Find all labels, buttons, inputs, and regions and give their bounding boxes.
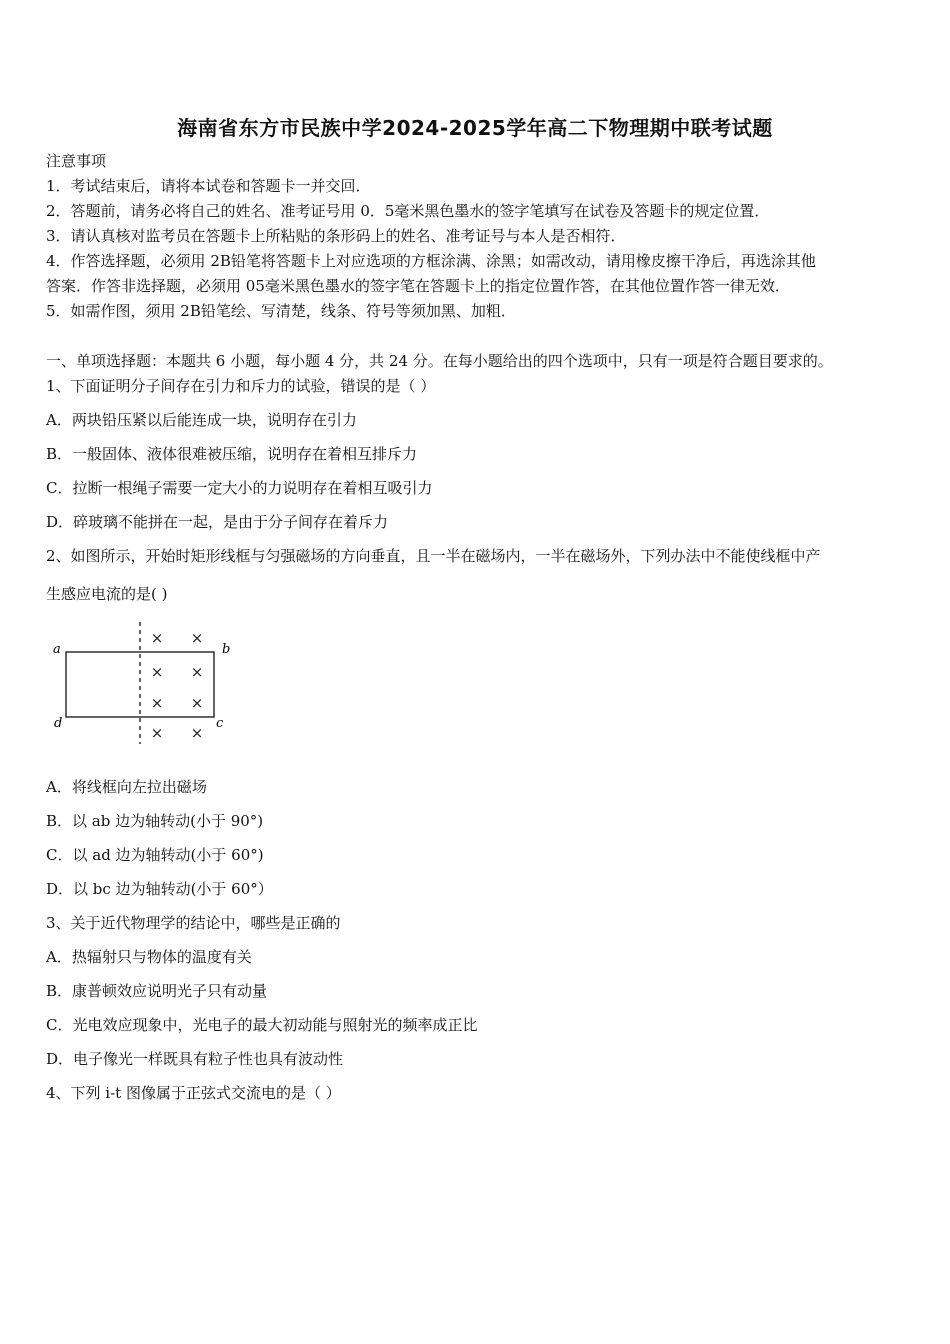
field-mark: × — [190, 629, 204, 647]
field-mark: × — [150, 724, 164, 742]
question-3-option-c: C．光电效应现象中，光电子的最大初动能与照射光的频率成正比 — [46, 1016, 478, 1034]
label-c: c — [216, 716, 224, 731]
question-1-option-c: C．拉断一根绳子需要一定大小的力说明存在着相互吸引力 — [46, 479, 433, 497]
question-1-stem: 1、下面证明分子间存在引力和斥力的试验，错误的是（ ） — [46, 377, 436, 395]
page-title: 海南省东方市民族中学2024-2025学年高二下物理期中联考试题 — [177, 116, 773, 140]
question-4-stem: 4、下列 i-t 图像属于正弦式交流电的是（ ） — [46, 1084, 341, 1102]
question-2-option-c: C．以 ad 边为轴转动(小于 60°) — [46, 846, 264, 864]
notice-item: 4．作答选择题，必须用 2B铅笔将答题卡上对应选项的方框涂满、涂黑；如需改动，请用橡皮擦干净后，再选涂其他 — [46, 252, 816, 270]
question-3-option-a: A．热辐射只与物体的温度有关 — [46, 948, 252, 966]
notice-heading: 注意事项 — [46, 152, 107, 170]
question-1-option-a: A．两块铅压紧以后能连成一块，说明存在引力 — [46, 411, 357, 429]
notice-item: 3．请认真核对监考员在答题卡上所粘贴的条形码上的姓名、准考证号与本人是否相符． — [46, 227, 626, 245]
field-mark: × — [150, 663, 164, 681]
notice-item: 5．如需作图，须用 2B铅笔绘、写清楚，线条、符号等须加黑、加粗． — [46, 302, 516, 320]
field-mark: × — [150, 629, 164, 647]
magnetic-field-diagram — [46, 620, 236, 746]
question-2-stem: 2、如图所示，开始时矩形线框与匀强磁场的方向垂直，且一半在磁场内，一半在磁场外，下列办法中不能使线框中产 — [46, 547, 821, 565]
question-2-option-b: B．以 ab 边为轴转动(小于 90°) — [46, 812, 264, 830]
field-mark: × — [150, 694, 164, 712]
question-2-stem-cont: 生感应电流的是( ) — [46, 585, 168, 603]
label-d: d — [54, 716, 63, 731]
question-3-stem: 3、关于近代物理学的结论中，哪些是正确的 — [46, 914, 341, 932]
question-2-option-a: A．将线框向左拉出磁场 — [46, 778, 207, 796]
label-a: a — [53, 642, 61, 657]
question-1-option-b: B．一般固体、液体很难被压缩，说明存在着相互排斥力 — [46, 445, 418, 463]
question-3-option-d: D．电子像光一样既具有粒子性也具有波动性 — [46, 1050, 344, 1068]
notice-item: 答案．作答非选择题，必须用 05毫米黑色墨水的签字笔在答题卡上的指定位置作答，在其他位置作答一律无效． — [46, 277, 790, 295]
notice-item: 2．答题前，请务必将自己的姓名、准考证号用 0．5毫米黑色墨水的签字笔填写在试卷及答题卡的规定位置． — [46, 202, 770, 220]
question-3-option-b: B．康普顿效应说明光子只有动量 — [46, 982, 268, 1000]
question-2-option-d: D．以 bc 边为轴转动(小于 60°） — [46, 880, 273, 898]
field-mark: × — [190, 663, 204, 681]
question-1-option-d: D．碎玻璃不能拼在一起，是由于分子间存在着斥力 — [46, 513, 389, 531]
label-b: b — [222, 642, 231, 657]
field-mark: × — [190, 694, 204, 712]
section-heading: 一、单项选择题：本题共 6 小题，每小题 4 分，共 24 分。在每小题给出的四个选项中，只有一项是符合题目要求的。 — [46, 352, 833, 370]
notice-item: 1．考试结束后，请将本试卷和答题卡一并交回． — [46, 177, 371, 195]
field-mark: × — [190, 724, 204, 742]
